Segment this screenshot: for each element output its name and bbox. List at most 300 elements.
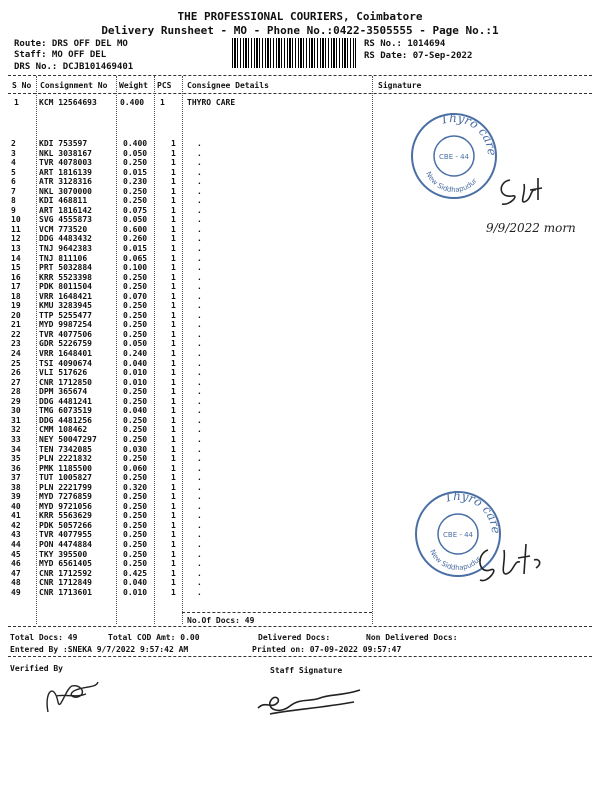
row-consignment: DDG 4483432 [39,234,92,244]
col-sno: S No [12,81,32,90]
table-row [11,187,217,197]
row-consignee: . [197,234,202,244]
row-consignment: DDG 4481256 [39,415,92,425]
row-weight: 0.425 [123,568,148,578]
row-sno: 12 [11,234,21,244]
no-of-docs: No.Of Docs: 49 [187,616,255,625]
row-weight: 0.250 [123,530,148,540]
row-consignee: . [197,473,202,483]
table-row [11,550,217,560]
row-consignment: MYD 6561405 [39,559,92,569]
row-consignee: . [197,549,202,559]
table-row [11,320,217,330]
table-row [11,406,217,416]
table-row [11,540,217,550]
row-weight: 0.250 [123,310,148,320]
table-row [11,368,217,378]
row-weight: 0.010 [123,587,148,597]
stamp-locality: New Siddhapudur [424,170,479,195]
row-pcs: 1 [171,167,176,177]
row-consignment: VCM 773520 [39,224,88,234]
row-consignee: . [197,167,202,177]
staff-label: Staff: MO OFF DEL [14,50,107,60]
table-row [11,473,217,483]
row-sno: 49 [11,587,21,597]
row-pcs: 1 [171,205,176,215]
row-pcs: 1 [171,415,176,425]
row-pcs: 1 [171,282,176,292]
row-pcs: 1 [171,539,176,549]
consignment-table [11,139,217,597]
row-sno: 15 [11,263,21,273]
table-row [11,378,217,388]
row-consignee: . [197,320,202,330]
printed-on: Printed on: 07-09-2022 09:57:47 [252,645,402,654]
row-pcs: 1 [171,301,176,311]
row-sno: 32 [11,425,21,435]
table-row [11,254,217,264]
table-row [11,215,217,225]
row-weight: 0.250 [123,492,148,502]
row-sno: 9 [11,205,16,215]
barcode [232,38,356,68]
row-1-consignment: KCM 12564693 [39,98,97,107]
row-pcs: 1 [171,215,176,225]
row-consignment: KDI 468811 [39,196,88,206]
row-weight: 0.250 [123,434,148,444]
table-row [11,234,217,244]
row-weight: 0.065 [123,253,148,263]
row-sno: 18 [11,291,21,301]
verifier-signature [36,672,106,722]
table-row [11,206,217,216]
row-pcs: 1 [171,310,176,320]
table-row [11,502,217,512]
table-row [11,168,217,178]
company-title: THE PROFESSIONAL COURIERS, Coimbatore [177,10,423,23]
row-consignee: . [197,215,202,225]
row-pcs: 1 [171,559,176,569]
row-pcs: 1 [171,349,176,359]
row-consignment: NEY 50047297 [39,434,97,444]
row-weight: 0.250 [123,415,148,425]
row-consignment: TNJ 811106 [39,253,88,263]
row-consignment: TEN 7342085 [39,444,92,454]
row-pcs: 1 [171,186,176,196]
row-weight: 0.250 [123,520,148,530]
row-pcs: 1 [171,501,176,511]
row-sno: 34 [11,444,21,454]
row-consignee: . [197,539,202,549]
drs-number: DRS No.: DCJB101469401 [14,62,134,72]
table-row [11,521,217,531]
table-row [11,511,217,521]
row-pcs: 1 [171,329,176,339]
row-sno: 40 [11,501,21,511]
row-weight: 0.250 [123,196,148,206]
row-weight: 0.075 [123,205,148,215]
row-weight: 0.040 [123,406,148,416]
row-consignee: . [197,329,202,339]
row-sno: 13 [11,244,21,254]
row-consignment: TMG 6073519 [39,406,92,416]
row-consignee: . [197,291,202,301]
row-consignment: PDK 8011504 [39,282,92,292]
row-pcs: 1 [171,396,176,406]
row-pcs: 1 [171,549,176,559]
row-weight: 0.050 [123,339,148,349]
table-row [11,530,217,540]
row-pcs: 1 [171,224,176,234]
stamp-code: CBE - 44 [439,153,469,161]
row-consignment: ART 1816139 [39,167,92,177]
row-sno: 45 [11,549,21,559]
row-weight: 0.250 [123,473,148,483]
row-sno: 21 [11,320,21,330]
row-pcs: 1 [171,482,176,492]
row-consignee: . [197,148,202,158]
row-pcs: 1 [171,492,176,502]
row-sno: 33 [11,434,21,444]
total-cod: Total COD Amt: 0.00 [108,633,200,642]
footer-rule [8,626,592,627]
row-pcs: 1 [171,148,176,158]
svg-text:New Siddhapudur [424,170,479,194]
row-consignee: . [197,186,202,196]
table-row [11,435,217,445]
row-consignment: TSI 4090674 [39,358,92,368]
row-consignment: TVR 4077955 [39,530,92,540]
row-consignment: TVR 4078003 [39,158,92,168]
row-weight: 0.010 [123,368,148,378]
row-consignment: VRR 1648421 [39,291,92,301]
row-pcs: 1 [171,234,176,244]
delivered-docs: Delivered Docs: [258,633,331,642]
row-pcs: 1 [171,253,176,263]
row-pcs: 1 [171,578,176,588]
row-pcs: 1 [171,425,176,435]
row-consignee: . [197,501,202,511]
row-sno: 27 [11,377,21,387]
row-sno: 4 [11,158,16,168]
table-row [11,569,217,579]
row-weight: 0.250 [123,396,148,406]
row-weight: 0.250 [123,387,148,397]
row-consignee: . [197,196,202,206]
row-consignee: . [197,463,202,473]
row-consignment: NKL 3070000 [39,186,92,196]
row-sno: 11 [11,224,21,234]
row-sno: 22 [11,329,21,339]
row-consignee: . [197,482,202,492]
row-weight: 0.250 [123,272,148,282]
row-consignment: CNR 1712850 [39,377,92,387]
row-weight: 0.100 [123,263,148,273]
row-weight: 0.250 [123,539,148,549]
row-consignment: CNR 1712592 [39,568,92,578]
row-consignment: ART 1816142 [39,205,92,215]
row-sno: 20 [11,310,21,320]
svg-text:Thyro care [443,489,503,534]
row-pcs: 1 [171,587,176,597]
row-sno: 24 [11,349,21,359]
row-consignment: KRR 5563629 [39,511,92,521]
header-rule-top [8,75,592,76]
stamp-brand: Thyro care [442,488,504,535]
row-consignee: . [197,492,202,502]
row-weight: 0.230 [123,177,148,187]
row-pcs: 1 [171,244,176,254]
table-row [11,559,217,569]
row-consignee: . [197,425,202,435]
row-consignment: PON 4474884 [39,539,92,549]
row-consignment: PDK 5057266 [39,520,92,530]
row-weight: 0.260 [123,234,148,244]
row-pcs: 1 [171,377,176,387]
row-weight: 0.250 [123,501,148,511]
row-sno: 43 [11,530,21,540]
docs-rule [182,612,372,613]
row-pcs: 1 [171,339,176,349]
table-row [11,158,217,168]
stamp-code: CBE - 44 [443,531,473,539]
row-weight: 0.250 [123,559,148,569]
row-sno: 6 [11,177,16,187]
route-label: Route: DRS OFF DEL MO [14,39,128,49]
row-pcs: 1 [171,454,176,464]
row-sno: 29 [11,396,21,406]
row-consignment: CMM 108462 [39,425,88,435]
row-pcs: 1 [171,568,176,578]
row-consignee: . [197,396,202,406]
row-consignee: . [197,177,202,187]
row-pcs: 1 [171,291,176,301]
row-sno: 3 [11,148,16,158]
row-pcs: 1 [171,320,176,330]
row-sno: 17 [11,282,21,292]
row-sno: 14 [11,253,21,263]
row-consignee: . [197,559,202,569]
row-consignment: NKL 3038167 [39,148,92,158]
row-consignee: . [197,272,202,282]
table-row [11,311,217,321]
table-row [11,416,217,426]
rs-number: RS No.: 1014694 [364,39,446,49]
table-row [11,225,217,235]
row-sno: 37 [11,473,21,483]
row-pcs: 1 [171,530,176,540]
table-row [11,273,217,283]
table-row [11,425,217,435]
row-sno: 28 [11,387,21,397]
non-delivered-docs: Non Delivered Docs: [366,633,458,642]
row-consignment: TVR 4077506 [39,329,92,339]
row-sno: 31 [11,415,21,425]
row-weight: 0.030 [123,444,148,454]
rs-date: RS Date: 07-Sep-2022 [364,51,473,61]
col-consignee: Consignee Details [187,81,269,90]
row-1-sno: 1 [14,98,19,107]
svg-text:Thyro care [439,111,499,156]
row-pcs: 1 [171,520,176,530]
row-consignment: KRR 5523398 [39,272,92,282]
row-consignment: SVG 4555873 [39,215,92,225]
row-weight: 0.320 [123,482,148,492]
row-pcs: 1 [171,177,176,187]
row-weight: 0.250 [123,329,148,339]
row-consignee: . [197,310,202,320]
row-consignee: . [197,434,202,444]
table-row [11,301,217,311]
table-row [11,196,217,206]
row-consignee: . [197,224,202,234]
row-consignee: . [197,578,202,588]
row-consignee: . [197,263,202,273]
table-row [11,578,217,588]
row-consignment: PLN 2221799 [39,482,92,492]
stamp-locality: New Siddhapudur [428,548,483,573]
row-sno: 10 [11,215,21,225]
header-rule-bottom [8,93,592,94]
total-docs: Total Docs: 49 [10,633,78,642]
row-weight: 0.240 [123,349,148,359]
table-row [11,588,217,598]
table-row [11,464,217,474]
row-weight: 0.250 [123,511,148,521]
row-consignee: . [197,349,202,359]
row-consignee: . [197,339,202,349]
row-consignment: KMU 3283945 [39,301,92,311]
row-sno: 39 [11,492,21,502]
row-weight: 0.250 [123,425,148,435]
row-weight: 0.040 [123,358,148,368]
row-pcs: 1 [171,511,176,521]
row-weight: 0.250 [123,282,148,292]
row-consignment: MYD 9987254 [39,320,92,330]
row-sno: 2 [11,139,16,148]
row-consignment: TKY 395500 [39,549,88,559]
row-consignee: . [197,282,202,292]
row-weight: 0.015 [123,244,148,254]
row-consignment: DPM 365674 [39,387,88,397]
table-row [11,454,217,464]
row-consignment: PLN 2221832 [39,454,92,464]
row-sno: 5 [11,167,16,177]
table-row [11,387,217,397]
row-consignee: . [197,158,202,168]
row-pcs: 1 [171,434,176,444]
row-consignee: . [197,587,202,597]
col-pcs: PCS [157,81,172,90]
row-sno: 48 [11,578,21,588]
row-consignee: . [197,253,202,263]
row-pcs: 1 [171,358,176,368]
row-sno: 42 [11,520,21,530]
stamp-brand: Thyro care [438,110,500,157]
col-signature: Signature [378,81,422,90]
row-weight: 0.250 [123,301,148,311]
row-sno: 41 [11,511,21,521]
row-consignment: TUT 1005827 [39,473,92,483]
table-row [11,359,217,369]
row-pcs: 1 [171,158,176,168]
row-consignee: . [197,568,202,578]
row-consignment: ATR 3128316 [39,177,92,187]
runsheet-title: Delivery Runsheet - MO - Phone No.:0422-3505555 - Page No.:1 [101,24,499,37]
row-sno: 46 [11,559,21,569]
row-consignment: DDG 4481241 [39,396,92,406]
row-weight: 0.250 [123,320,148,330]
row-consignee: . [197,205,202,215]
row-pcs: 1 [171,444,176,454]
row-sno: 19 [11,301,21,311]
row-consignment: VLI 517626 [39,368,88,378]
row-sno: 36 [11,463,21,473]
row-consignment: MYD 7276859 [39,492,92,502]
row-sno: 47 [11,568,21,578]
footer-rule-2 [8,656,592,657]
table-row [11,244,217,254]
row-weight: 0.600 [123,224,148,234]
col-divider [372,76,373,624]
row-pcs: 1 [171,463,176,473]
row-1-pcs: 1 [160,98,165,107]
row-sno: 16 [11,272,21,282]
row-consignment: PMK 1185500 [39,463,92,473]
table-row [11,445,217,455]
row-consignment: CNR 1713601 [39,587,92,597]
row-consignment: VRR 1648401 [39,349,92,359]
staff-signature [250,680,370,720]
row-consignee: . [197,368,202,378]
table-row [11,177,217,187]
table-row [11,282,217,292]
row-consignment: MYD 9721056 [39,501,92,511]
receiver-signature-bottom [470,540,560,590]
row-weight: 0.050 [123,215,148,225]
table-row [11,139,217,149]
row-pcs: 1 [171,406,176,416]
row-sno: 44 [11,539,21,549]
row-weight: 0.015 [123,167,148,177]
row-weight: 0.060 [123,463,148,473]
staff-signature-label: Staff Signature [270,666,343,675]
row-weight: 0.250 [123,454,148,464]
row-consignee: . [197,530,202,540]
table-row [11,339,217,349]
row-consignee: . [197,377,202,387]
col-consignment: Consignment No [40,81,108,90]
row-consignee: . [197,244,202,254]
row-consignee: . [197,358,202,368]
table-row [11,492,217,502]
row-pcs: 1 [171,139,176,148]
row-weight: 0.250 [123,158,148,168]
row-consignee: . [197,139,202,148]
table-row [11,483,217,493]
table-row [11,349,217,359]
row-sno: 26 [11,368,21,378]
row-weight: 0.070 [123,291,148,301]
row-sno: 7 [11,186,16,196]
table-row [11,292,217,302]
row-weight: 0.040 [123,578,148,588]
row-pcs: 1 [171,387,176,397]
row-pcs: 1 [171,368,176,378]
row-weight: 0.050 [123,148,148,158]
row-weight: 0.010 [123,377,148,387]
row-consignment: TTP 5255477 [39,310,92,320]
